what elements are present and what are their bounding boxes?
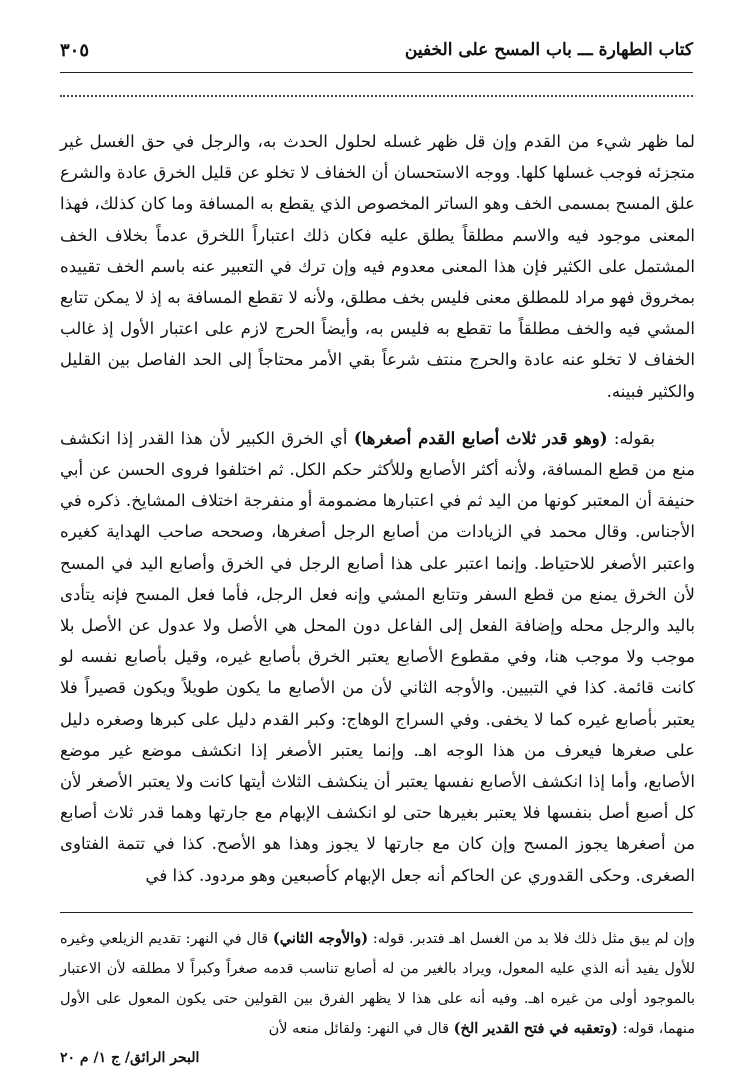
page-number: ٣٠٥ xyxy=(60,40,90,61)
paragraph-1: لما ظهر شيء من القدم وإن قل ظهر غسله لحلول الحدث به، والرجل في حق الغسل غير متجزئه فوجب غسلها كلها. ووجه الاستحسان أن الخفاف لا تخلو عن قليل الخرق عادة والشرع علق المسح بمسمى الخف وهو الساتر المخصوص الذي يقطع به المسافة وما كان كذلك، فهذا المعنى موجود فيه والاسم مطلقاً يطلق عليه فكان ذلك اعتباراً اللخرق عدماً بخلاف الخف المشتمل على الكثير فإن هذا المعنى معدوم فيه وإن ترك في التعبير عنه باسم الخف تقييده بمخروق فهو مراد للمطلق معنى فليس بخف مطلق، ولأنه لا تقطع المسافة به إذ لا يمكن تتابع المشي فيه والخف مطلقاً ما تقطع به فليس به، وأيضاً الحرج لازم على اعتبار الأول إذ غالب الخفاف لا تخلو عنه عادة والحرج منتف شرعاً بقي الأمر محتاجاً إلى الحد الفاصل بين القليل والكثير فبينه. xyxy=(60,132,695,401)
page-header xyxy=(60,40,693,80)
footnote-quote-2: (وتعقبه في فتح القدير الخ) xyxy=(453,1020,618,1037)
dotted-divider xyxy=(60,95,693,97)
running-title: كتاب الطهارة ـــ باب المسح على الخفين xyxy=(404,40,693,60)
footnote-quote-1: (والأوجه الثاني) xyxy=(272,930,369,947)
printer-signature: البحر الرائق/ ج ١/ م ٢٠ xyxy=(60,1050,200,1066)
footnote-text-1: وإن لم يبق مثل ذلك فلا بد من الغسل اهـ فتدبر. قوله: xyxy=(372,931,696,947)
footnotes xyxy=(60,924,695,1044)
main-text xyxy=(60,126,695,891)
footnote-text-2: قال في النهر: تقديم الزيلعي وغيره للأول يفيد أنه الذي عليه المعول، ويراد بالغير من له أصابع تناسب قدمه صغراً وكبراً لا مطلقه لأن الاعتبار بالموجود أولى من غيره اهـ. وفيه أنه على هذا لا يظهر الفرق بين القولين حتى يكون المعول على الأول منهما، قوله: xyxy=(60,931,695,1037)
header-divider xyxy=(60,72,693,73)
footnote-text-3: قال في النهر: ولقائل منعه لأن xyxy=(268,1021,449,1037)
paragraph-2-body: أي الخرق الكبير لأن هذا القدر إذا انكشف منع من قطع المسافة، ولأنه أكثر الأصابع وللأكثر حكم الكل. ثم اختلفوا فروى الحسن عن أبي حنيفة أن المعتبر كونها من اليد ثم في اعتبارها مضمومة أو منفرجة اختلاف المشايخ. ذكره في الأجناس. وقال محمد في الزيادات من أصابع الرجل أصغرها، وصححه صاحب الهداية كغيره واعتبر الأصغر للاحتياط. وإنما اعتبر على هذا أصابع الرجل في الخرق وأصابع اليد في المسح لأن الخرق يمنع من قطع السفر وتتابع المشي وإنه فعل الرجل، فأما فعل المسح فإنه يتأدى باليد والرجل محله وإضافة الفعل إلى الفاعل دون المحل هي الأصل ولا عدول عن الأصل بلا موجب ولا موجب هنا، وفي مقطوع الأصابع يعتبر الخرق بأصابع غيره، وقيل بأصابع نفسه لو كانت قائمة. كذا في التبيين. والأوجه الثاني لأن من الأصابع ما يكون طويلاً ويكون قصيراً فلا يعتبر بأصابع غيره كما لا يخفى. وفي السراج الوهاج: وكبر القدم دليل على كبرها وصغره دليل على صغرها فيعرف من هذا الوجه اهـ. وإنما يعتبر الأصغر إذا انكشف موضع غير موضع الأصابع، وأما إذا انكشف الأصابع نفسها يعتبر أن ينكشف الثلاث أيتها كانت ولا يعتبر الأصغر لأن كل أصبع أصل بنفسها فلا يعتبر بغيرها حتى لو انكشف الإبهام مع جارتها وهما قدر ثلاث أصابع من أصغرها يجوز المسح وإن كان مع جارتها لا يجوز وهذا هو الأصح. كذا في تتمة الفتاوى الصغرى. وحكى القدوري عن الحاكم أنه جعل الإبهام كأصبعين وهو مردود. كذا في xyxy=(60,428,695,885)
quoted-matn: (وهو قدر ثلاث أصابع القدم أصغرها) xyxy=(353,427,608,448)
footnote-divider xyxy=(60,912,693,913)
paragraph-2 xyxy=(60,423,695,891)
paragraph-2-lead: بقوله: xyxy=(613,428,656,448)
